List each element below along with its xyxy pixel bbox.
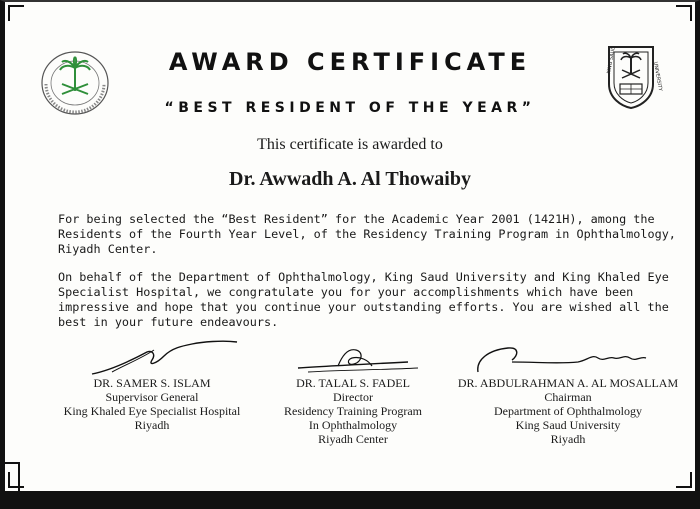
signatory-name: DR. ABDULRAHMAN A. AL MOSALLAM bbox=[457, 376, 679, 390]
signatory-organization: In Ophthalmology bbox=[308, 418, 398, 432]
signatory-title: Supervisor General bbox=[105, 390, 199, 404]
svg-text:UNIVERSITY: UNIVERSITY bbox=[652, 61, 664, 92]
awarded-to-text: This certificate is awarded to bbox=[257, 136, 443, 153]
signatory-organization: Residency Training Program bbox=[284, 404, 422, 418]
signature-icon bbox=[268, 340, 438, 376]
signatory-organization: King Khaled Eye Specialist Hospital bbox=[63, 404, 241, 418]
signatory-organization: Department of Ophthalmology bbox=[494, 404, 642, 418]
svg-text:KING SAUD: KING SAUD bbox=[606, 45, 617, 75]
congratulation-paragraph: On behalf of the Department of Ophthalmology, King Saud University and King Khaled Eye Specialist Hospital, we congratulate you for your accomplishments which have been impressive and hope that you continue your outstanding efforts. You are wished all the best in your future endeavours. bbox=[58, 270, 669, 329]
frame-side-ornament bbox=[2, 462, 20, 494]
signatory-name: DR. SAMER S. ISLAM bbox=[93, 376, 211, 390]
signatory-title: Chairman bbox=[544, 390, 592, 404]
signatory-block bbox=[268, 340, 438, 446]
signatory-block bbox=[52, 340, 252, 432]
signatory-name: DR. TALAL S. FADEL bbox=[296, 376, 410, 390]
frame-corner-ornament bbox=[676, 5, 692, 21]
signatory-city: Riyadh bbox=[550, 432, 586, 446]
signatory-city: Riyadh Center bbox=[318, 432, 388, 446]
signatory-city: Riyadh bbox=[134, 418, 170, 432]
certificate-title: AWARD CERTIFICATE bbox=[168, 48, 532, 76]
signatory-title: Director bbox=[333, 390, 373, 404]
signatory-organization: King Saud University bbox=[515, 418, 621, 432]
frame-corner-ornament bbox=[676, 472, 692, 488]
certificate-subtitle: “BEST RESIDENT OF THE YEAR” bbox=[164, 100, 536, 116]
citation-paragraph: For being selected the “Best Resident” for the Academic Year 2001 (1421H), among the Residents of the Fourth Year Level, of the Residency Training Program in Ophthalmology, Riyadh Center. bbox=[58, 212, 676, 256]
signature-icon bbox=[52, 340, 252, 376]
recipient-name: Dr. Awwadh A. Al Thowaiby bbox=[229, 168, 471, 190]
frame-corner-ornament bbox=[8, 5, 24, 21]
signature-icon bbox=[448, 340, 688, 376]
signatory-block bbox=[448, 340, 688, 446]
